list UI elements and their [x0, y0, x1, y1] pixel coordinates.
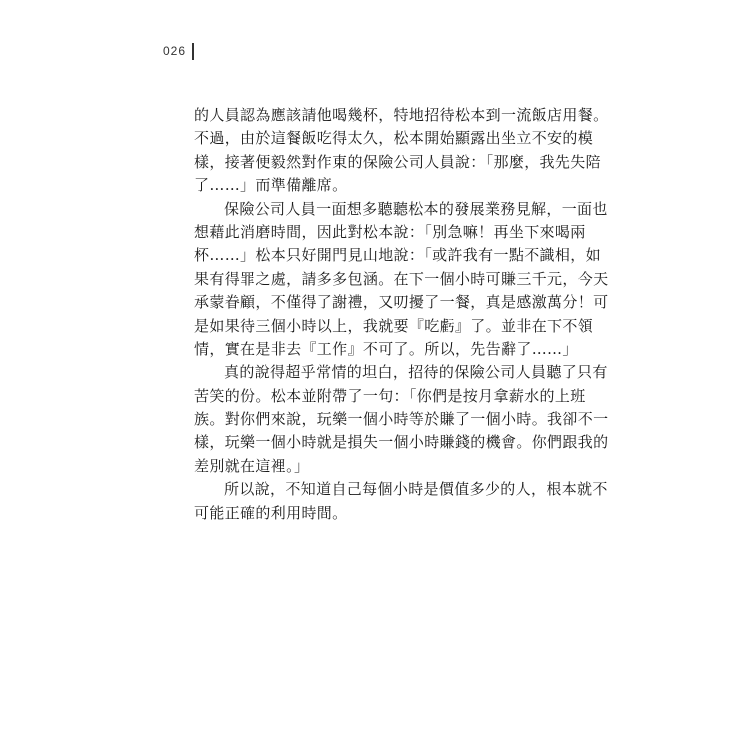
- paragraph-4: [194, 478, 608, 525]
- text-line: 不過，由於這餐飯吃得太久，松本開始顯露出坐立不安的模: [194, 129, 594, 148]
- text-line: 承蒙眷顧，不僅得了謝禮，又叨擾了一餐，真是感激萬分！可: [194, 293, 609, 312]
- text-line: 果有得罪之處，請多多包涵。在下一個小時可賺三千元，今天: [194, 269, 609, 288]
- text-line: 情，實在是非去『工作』不可了。所以，先告辭了……」: [194, 339, 578, 358]
- text-line: 所以說，不知道自己每個小時是價值多少的人，根本就不: [224, 480, 608, 499]
- paragraph-2: [194, 198, 609, 362]
- text-line: 是如果待三個小時以上，我就要『吃虧』了。並非在下不領: [194, 316, 594, 335]
- text-line: 樣，玩樂一個小時就是損失一個小時賺錢的機會。你們跟我的: [194, 433, 609, 452]
- text-line: 苦笑的份。松本並附帶了一句：「你們是按月拿薪水的上班: [194, 386, 586, 405]
- text-line: 真的說得超乎常情的坦白，招待的保險公司人員聽了只有: [224, 363, 608, 382]
- page-number: 026: [163, 44, 187, 58]
- text-line: 保險公司人員一面想多聽聽松本的發展業務見解，一面也: [224, 199, 608, 218]
- page-number-rule: [192, 43, 194, 60]
- paragraph-3: [194, 361, 609, 478]
- text-line: 樣，接著便毅然對作東的保險公司人員說：「那麼，我先失陪: [194, 152, 601, 171]
- text-line: 族。對你們來說，玩樂一個小時等於賺了一個小時。我卻不一: [194, 410, 609, 429]
- text-line: 杯……」松本只好開門見山地說：「或許我有一點不識相，如: [194, 246, 601, 265]
- text-line: 想藉此消磨時間，因此對松本說：「別急嘛！再坐下來喝兩: [194, 222, 586, 241]
- text-line: 差別就在這裡。」: [194, 456, 310, 475]
- paragraph-1: [194, 104, 609, 198]
- text-line: 了……」而準備離席。: [194, 176, 348, 195]
- text-line: 可能正確的利用時間。: [194, 503, 348, 522]
- body-text: [194, 104, 609, 525]
- text-line: 的人員認為應該請他喝幾杯，特地招待松本到一流飯店用餐。: [194, 106, 609, 124]
